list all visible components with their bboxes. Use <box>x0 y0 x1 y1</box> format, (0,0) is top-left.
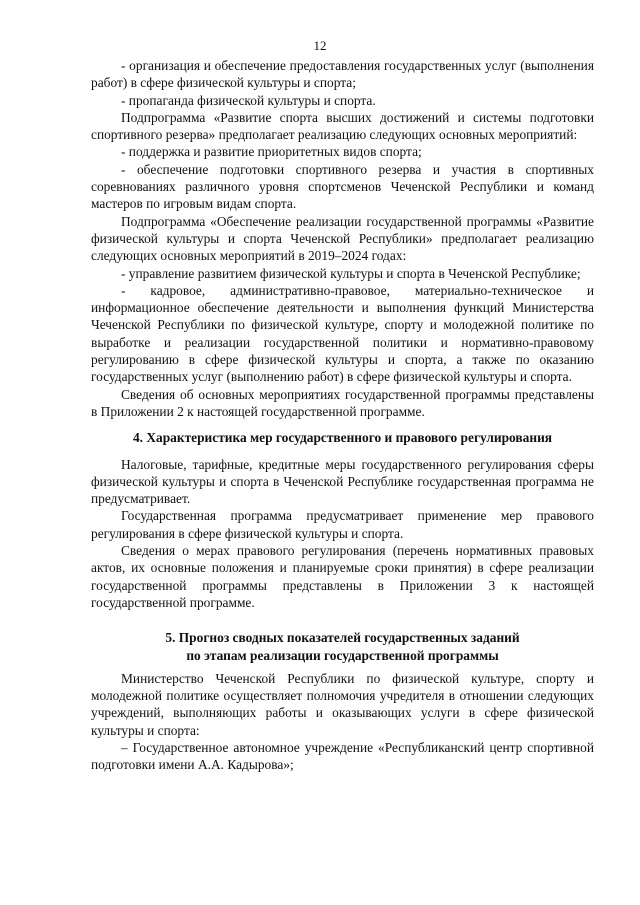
paragraph: Подпрограмма «Развитие спорта высших достижений и системы подготовки спортивного резерва» предполагает реализацию следующих основных мероприятий: <box>91 109 594 143</box>
section-5-heading-line-1: 5. Прогноз сводных показателей государственных заданий <box>165 630 520 646</box>
paragraph: - поддержка и развитие приоритетных видов спорта; <box>121 144 422 160</box>
paragraph: - управление развитием физической культуры и спорта в Чеченской Республике; <box>121 265 581 281</box>
paragraph: Налоговые, тарифные, кредитные меры государственного регулирования сферы физической культуры и спорта в Чеченской Республике государственная программа не предусматривает. <box>91 456 594 507</box>
section-4-heading: 4. Характеристика мер государственного и правового регулирования <box>132 430 553 446</box>
paragraph: - организация и обеспечение предоставления государственных услуг (выполнения работ) в сфере физической культуры и спорта; <box>91 58 594 91</box>
page-number: 12 <box>313 38 327 53</box>
paragraph: Подпрограмма «Обеспечение реализации государственной программы «Развитие физической культуры и спорта Чеченской Республики» предполагает реализацию следующих основных мероприятий в 2019–2024 годах: <box>91 213 594 264</box>
section-5-heading <box>91 629 594 664</box>
paragraph: Сведения об основных мероприятиях государственной программы представлены в Приложении 2 к настоящей государственной программе. <box>91 386 594 419</box>
paragraph: – Государственное автономное учреждение «Республиканский центр спортивной подготовки имени А.А. Кадырова»; <box>91 739 594 773</box>
paragraph: - пропаганда физической культуры и спорта. <box>121 92 376 108</box>
paragraph: - кадровое, административно-правовое, материально-техническое и информационное обеспечение деятельности и выполнения функций Министерства Чеченской Республики по физической культуре, спорту и молодежной политике по выработке и реализации государственной политики и нормативно-правовому регулированию в сфере физической культуры и спорта, а также по оказанию государственных услуг (выполнению работ) в сфере физической культуры и спорта. <box>91 282 594 385</box>
paragraph: - обеспечение подготовки спортивного резерва и участия в спортивных соревнованиях различного уровня спортсменов Чеченской Республики и команд мастеров по игровым видам спорта. <box>91 161 594 212</box>
paragraph: Министерство Чеченской Республики по физической культуре, спорту и молодежной политике осуществляет полномочия учредителя в отношении следующих учреждений, выполняющих работы и оказывающих услуги в сфере физической культуры и спорта: <box>91 670 594 738</box>
document-body <box>91 57 594 774</box>
paragraph: Сведения о мерах правового регулирования (перечень нормативных правовых актов, их основные положения и планируемые сроки принятия) в сфере реализации государственной программы представлены в Приложении 3 к настоящей государственной программе. <box>91 543 594 610</box>
paragraph: Государственная программа предусматривает применение мер правового регулирования в сфере физической культуры и спорта. <box>91 508 594 541</box>
section-5-heading-line-2: по этапам реализации государственной программы <box>186 647 499 663</box>
